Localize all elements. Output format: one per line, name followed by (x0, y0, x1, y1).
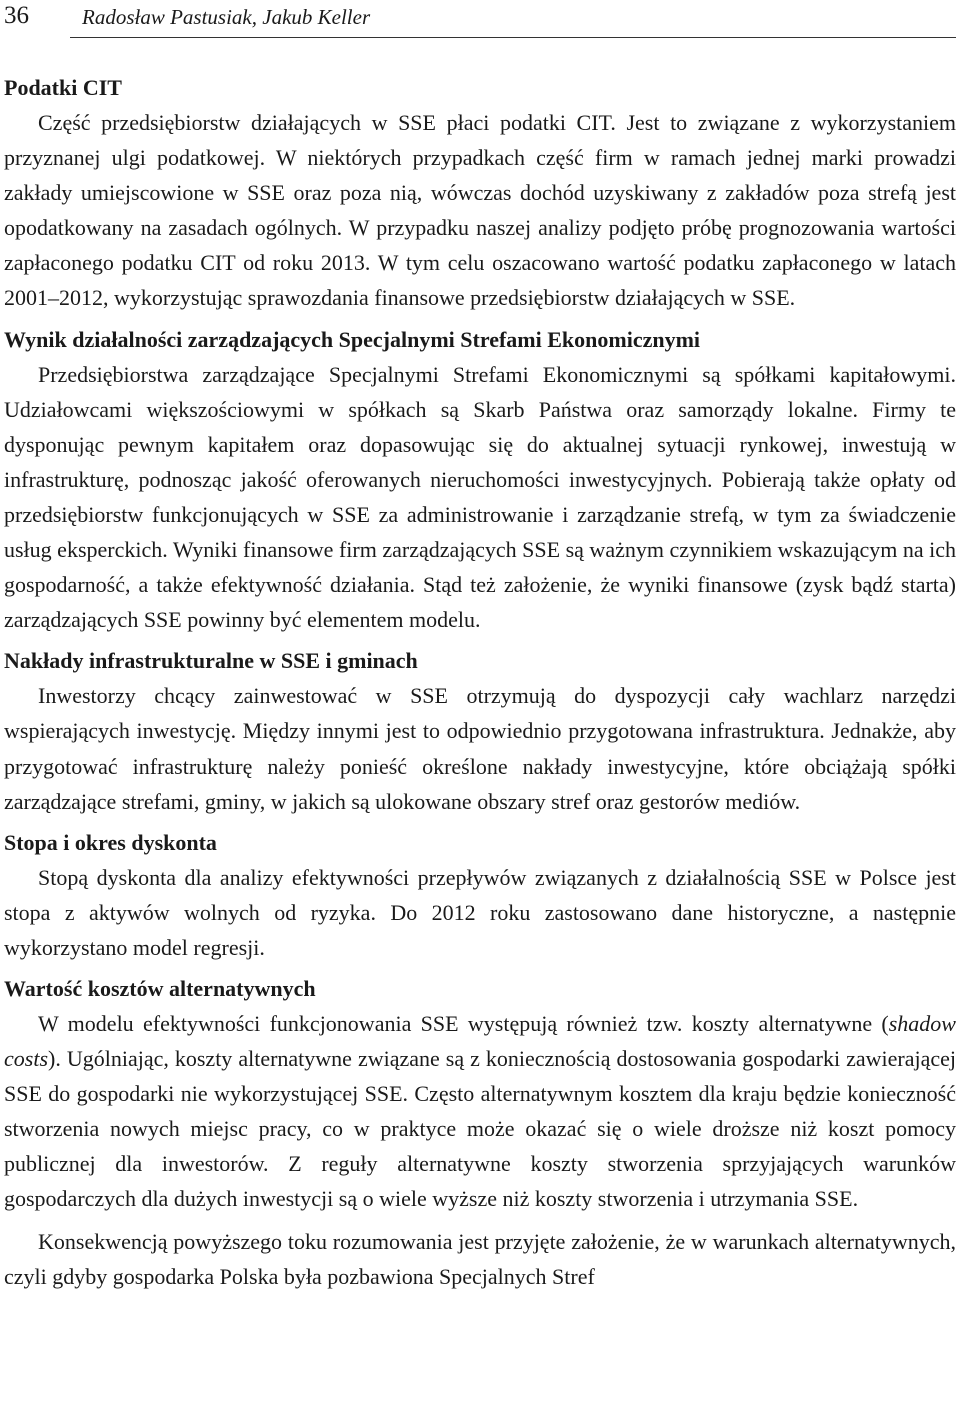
paragraph-alternative-costs-intro: W modelu efektywności funkcjonowania SSE występują również tzw. koszty alternatywne ( (38, 1010, 889, 1036)
paragraph-alternative-costs (4, 1006, 956, 1217)
section-heading-cit: Podatki CIT (4, 75, 122, 100)
section-heading-management-results: Wynik działalności zarządzających Specjalnymi Strefami Ekonomicznymi (4, 326, 701, 352)
paragraph-alternative-costs-rest: ). Ugólniając, koszty alternatywne związane są z koniecznością dostosowania gospodarki zawierającej SSE do gospodarki nie wykorzystującej SSE. Często alternatywnym kosztem dla kraju będzie konieczność stworzenia nowych miejsc pracy, co w praktyce może okazać się o wiele droższe niż koszt pomocy publicznej dla inwestorów. Z reguły alternatywne koszty stworzenia sprzyjających warunków gospodarczych dla dużych inwestycji są o wiele wyższe niż koszty stworzenia i utrzymania SSE. (4, 1046, 956, 1212)
header-rule (70, 37, 956, 38)
running-head-authors: Radosław Pastusiak, Jakub Keller (82, 5, 371, 29)
shadow-costs-term: shadow costs (4, 1010, 956, 1072)
running-head (4, 0, 956, 40)
paragraph-discount-rate: Stopą dyskonta dla analizy efektywności przepływów związanych z działalnością SSE w Polsce jest stopa z aktywów wolnych od ryzyka. Do 2012 roku zastosowano dane historyczne, a następnie wykorzystano model regresji. (4, 864, 956, 960)
paragraph-management-results: Przedsiębiorstwa zarządzające Specjalnymi Strefami Ekonomicznymi są spółkami kapitałowymi. Udziałowcami większościowymi w spółkach są Skarb Państwa oraz samorządy lokalne. Firmy te dysponując pewnym kapitałem oraz dopasowując się do aktualnej sytuacji rynkowej, inwestują w infrastrukturę, podnosząc jakość oferowanych nieruchomości inwestycyjnych. Pobierają także opłaty od przedsiębiorstw funkcjonujących w SSE za administrowanie i zarządzanie strefą, w tym za świadczenie usług eksperckich. Wyniki finansowe firm zarządzających SSE są ważnym czynnikiem wskazującym na ich gospodarność, a także efektywność działania. Stąd też założenie, że wyniki finansowe (zysk bądź starta) zarządzających SSE powinny być elementem modelu. (4, 361, 956, 633)
paragraph-consequence: Konsekwencją powyższego toku rozumowania jest przyjęte założenie, że w warunkach alternatywnych, czyli gdyby gospodarka Polska była pozbawiona Specjalnych Stref (4, 1228, 956, 1289)
page-number: 36 (4, 2, 29, 29)
section-heading-alternative-costs: Wartość kosztów alternatywnych (4, 975, 316, 1001)
body-text (4, 71, 956, 1294)
section-heading-discount-rate: Stopa i okres dyskonta (4, 829, 217, 855)
paragraph-infrastructure: Inwestorzy chcący zainwestować w SSE otrzymują do dyspozycji cały wachlarz narzędzi wspierających inwestycję. Między innymi jest to odpowiednio przygotowana infrastruktura. Jednakże, aby przygotować infrastrukturę należy ponieść określone nakłady inwestycyjne, które obciążają spółki zarządzające strefami, gminy, w jakich są ulokowane obszary stref oraz gestorów mediów. (4, 683, 956, 814)
paragraph-cit: Część przedsiębiorstw działających w SSE płaci podatki CIT. Jest to związane z wykorzystaniem przyznanej ulgi podatkowej. W niektórych przypadkach część firm w ramach jednej marki prowadzi zakłady umiejscowione w SSE oraz poza nią, wówczas dochód uzyskiwany z zakładów poza strefą jest opodatkowany na zasadach ogólnych. W przypadku naszej analizy podjęto próbę prognozowania wartości zapłaconego podatku CIT od roku 2013. W tym celu oszacowano wartość podatku zapłaconego w latach 2001–2012, wykorzystując sprawozdania finansowe przedsiębiorstw działających w SSE. (4, 110, 956, 311)
section-heading-infrastructure: Nakłady infrastrukturalne w SSE i gminach (4, 648, 418, 674)
